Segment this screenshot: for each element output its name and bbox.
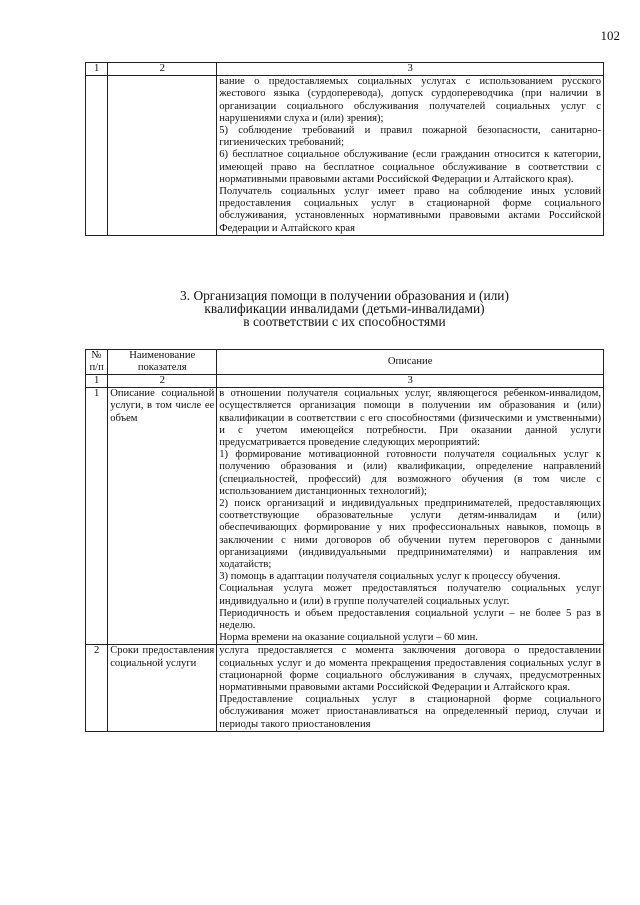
paragraph: Получатель социальных услуг имеет право на соблюдение иных условий предоставления социальных услуг в стационарной форме социального обслуживания, установленных нормативными правовыми актами Российской Федерации и Алтайского края xyxy=(219,186,601,234)
paragraph: в отношении получателя социальных услуг, являющегося ребенком-инвалидом, осуществляется организация помощи в получении им образования и (или) квалификации в соответствии с его способностями (физическими и умственными) и с учетом имеющейся потребности. При оказании данной услуги предусматривается проведение следующих мероприятий: xyxy=(219,388,601,449)
paragraph: услуга предоставляется с момента заключения договора о предоставлении социальных услуг и до момента прекращения предоставления социальных услуг в стационарной форме социального обслуживания в случаях, предусмотренных нормативными правовыми актами Российской Федерации и Алтайского края. xyxy=(219,645,601,694)
paragraph: Социальная услуга может предоставляться получателю социальных услуг индивидуально и (или) в группе получателей социальных услуг. xyxy=(219,583,601,607)
section-title xyxy=(85,289,604,328)
section-title-line: в соответствии с их способностями xyxy=(243,314,446,329)
name-text: Описание социальной услуги, в том числе ее объем xyxy=(110,388,215,424)
index-cell: 2 xyxy=(108,63,217,76)
index-cell: 1 xyxy=(86,375,108,388)
name-cell xyxy=(108,388,217,645)
description-cell xyxy=(217,645,604,731)
section-title-line: 3. Организация помощи в получении образования и (или) xyxy=(180,288,509,303)
name-cell xyxy=(108,76,217,236)
continued-table xyxy=(85,62,604,236)
paragraph: 5) соблюдение требований и правил пожарной безопасности, санитарно-гигиенических требований; xyxy=(219,125,601,149)
table-index-row xyxy=(86,63,604,76)
table-row xyxy=(86,388,604,645)
table-header-row xyxy=(86,350,604,375)
index-cell: 1 xyxy=(86,63,108,76)
table-index-row xyxy=(86,375,604,388)
name-text: Сроки предоставления социальной услуги xyxy=(110,645,215,669)
num-cell: 1 xyxy=(86,388,108,645)
index-cell: 2 xyxy=(108,375,217,388)
table-row xyxy=(86,645,604,731)
description-cell xyxy=(217,388,604,645)
description-cell xyxy=(217,76,604,236)
num-cell: 2 xyxy=(86,645,108,731)
num-cell xyxy=(86,76,108,236)
paragraph: 3) помощь в адаптации получателя социальных услуг к процессу обучения. xyxy=(219,571,561,583)
table-row xyxy=(86,76,604,236)
service-table xyxy=(85,349,604,732)
page-number: 102 xyxy=(600,28,620,43)
paragraph: Норма времени на оказание социальной услуги – 60 мин. xyxy=(219,632,478,644)
header-name: Наименование показателя xyxy=(108,350,217,375)
header-num: № п/п xyxy=(86,350,108,375)
header-description: Описание xyxy=(217,350,604,375)
index-cell: 3 xyxy=(217,375,604,388)
paragraph: 1) формирование мотивационной готовности получателя социальных услуг к получению образования и (или) квалификации, определение направлений (специальностей, профессий) для возможного обучения (в том числе с использованием дистанционных технологий); xyxy=(219,449,601,497)
section-title-line: квалификации инвалидами (детьми-инвалидами) xyxy=(204,301,485,316)
paragraph: Периодичность и объем предоставления социальной услуги – не более 5 раз в неделю. xyxy=(219,607,601,632)
paragraph: вание о предоставляемых социальных услугах с использованием русского жестового языка (сурдоперевода), допуск сурдопереводчика (при наличии в организации социального обслуживания получателей социальных услуг с нарушениями слуха и (или) зрения); xyxy=(219,76,601,124)
paragraph: Предоставление социальных услуг в стационарной форме социального обслуживания может приостанавливаться на определенный период, случаи и периоды такого приостановления xyxy=(219,694,601,730)
paragraph: 2) поиск организаций и индивидуальных предпринимателей, предоставляющих соответствующие образовательные услуги детям-инвалидам и (или) обеспечивающих формирование у них профессиональных навыков, помощь в заключении с ними договоров об обучении путем переговоров с данными организациями (индивидуальными предпринимателями) и направления им ходатайств; xyxy=(219,498,601,571)
paragraph: 6) бесплатное социальное обслуживание (если гражданин относится к категории, имеющей право на бесплатное социальное обслуживание в соответствии с нормативными правовыми актами Российской Федерации и Алтайского края). xyxy=(219,149,601,185)
name-cell xyxy=(108,645,217,731)
index-cell: 3 xyxy=(217,63,604,76)
